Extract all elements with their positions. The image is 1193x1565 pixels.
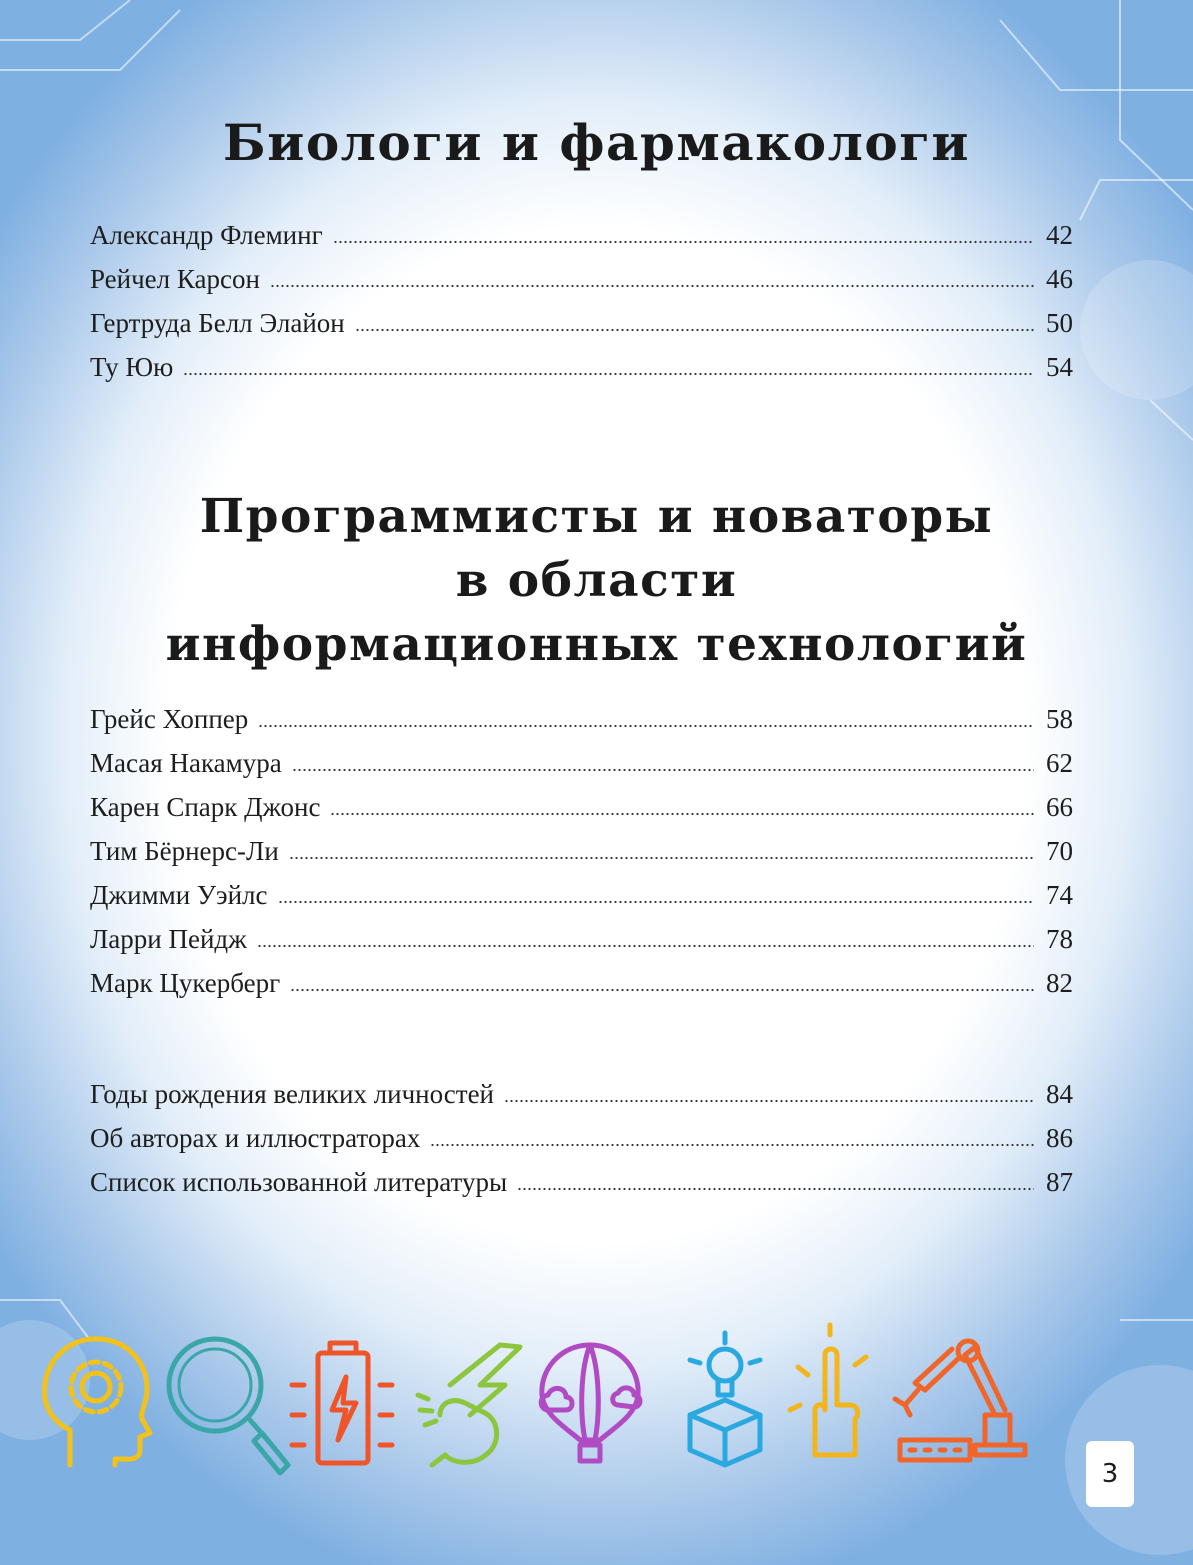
toc-entry-name: Джимми Уэйлс bbox=[90, 880, 268, 910]
icon-row bbox=[0, 1315, 1193, 1485]
toc-entry-name: Тим Бёрнерс-Ли bbox=[90, 836, 279, 866]
toc-section-biologists bbox=[90, 220, 1073, 396]
leader-dots bbox=[289, 856, 1034, 860]
toc-entry-page: 62 bbox=[1046, 748, 1073, 778]
head-gear-icon bbox=[44, 1339, 150, 1465]
leader-dots bbox=[258, 724, 1034, 728]
toc-entry-page: 74 bbox=[1046, 880, 1073, 910]
toc-entry-page: 78 bbox=[1046, 924, 1073, 954]
toc-entry[interactable] bbox=[90, 836, 1073, 880]
toc-entry-name: Александр Флеминг bbox=[90, 220, 323, 250]
toc-entry-page: 58 bbox=[1046, 704, 1073, 734]
toc-entry-page: 70 bbox=[1046, 836, 1073, 866]
toc-entry-page: 87 bbox=[1046, 1167, 1073, 1197]
toc-entry-page: 50 bbox=[1046, 308, 1073, 338]
toc-section-appendix bbox=[90, 1079, 1073, 1211]
toc-entry[interactable] bbox=[90, 1167, 1073, 1211]
toc-entry-name: Марк Цукерберг bbox=[90, 968, 281, 998]
toc-entry-page: 84 bbox=[1046, 1079, 1073, 1109]
toc-entry[interactable] bbox=[90, 748, 1073, 792]
fist-lightning-icon bbox=[418, 1345, 520, 1465]
toc-entry-name: Рейчел Карсон bbox=[90, 264, 260, 294]
leader-dots bbox=[183, 372, 1034, 376]
lightbulb-box-icon bbox=[690, 1333, 760, 1465]
finger-idea-icon bbox=[790, 1325, 866, 1455]
toc-entry[interactable] bbox=[90, 308, 1073, 352]
toc-entry-page: 54 bbox=[1046, 352, 1073, 382]
leader-dots bbox=[257, 944, 1034, 948]
toc-entry-name: Ларри Пейдж bbox=[90, 924, 247, 954]
section-title-biologists: Биологи и фармакологи bbox=[223, 113, 970, 172]
leader-dots bbox=[292, 768, 1034, 772]
toc-entry[interactable] bbox=[90, 880, 1073, 924]
toc-entry[interactable] bbox=[90, 220, 1073, 264]
toc-entry[interactable] bbox=[90, 1123, 1073, 1167]
leader-dots bbox=[430, 1143, 1034, 1147]
toc-section-programmers bbox=[90, 704, 1073, 1012]
leader-dots bbox=[278, 900, 1034, 904]
toc-entry-page: 46 bbox=[1046, 264, 1073, 294]
toc-entry-name: Гертруда Белл Элайон bbox=[90, 308, 345, 338]
toc-entry[interactable] bbox=[90, 264, 1073, 308]
toc-entry-name: Масая Накамура bbox=[90, 748, 282, 778]
toc-entry[interactable] bbox=[90, 352, 1073, 396]
toc-entry-page: 42 bbox=[1046, 220, 1073, 250]
leader-dots bbox=[355, 328, 1034, 332]
leader-dots bbox=[504, 1099, 1034, 1103]
toc-entry-name: Грейс Хоппер bbox=[90, 704, 249, 734]
leader-dots bbox=[270, 284, 1034, 288]
section-title-line: в области bbox=[455, 553, 738, 608]
hot-air-balloon-icon bbox=[541, 1345, 640, 1461]
toc-entry[interactable] bbox=[90, 704, 1073, 748]
leader-dots bbox=[517, 1187, 1034, 1191]
toc-entry-page: 82 bbox=[1046, 968, 1073, 998]
toc-entry-name: Годы рождения великих личностей bbox=[90, 1079, 495, 1109]
robot-arm-icon bbox=[895, 1341, 1025, 1460]
toc-entry-name: Ту Юю bbox=[90, 352, 174, 382]
toc-entry-name: Карен Спарк Джонс bbox=[90, 792, 321, 822]
battery-charge-icon bbox=[292, 1343, 392, 1463]
toc-entry[interactable] bbox=[90, 792, 1073, 836]
section-title-line: Программисты и новаторы bbox=[199, 489, 994, 544]
leader-dots bbox=[290, 988, 1034, 992]
toc-entry-name: Об авторах и иллюстраторах bbox=[90, 1123, 421, 1153]
leader-dots bbox=[333, 240, 1034, 244]
section-title-programmers bbox=[0, 485, 1193, 677]
toc-entry[interactable] bbox=[90, 1079, 1073, 1123]
toc-entry-page: 66 bbox=[1046, 792, 1073, 822]
magnifier-icon bbox=[169, 1339, 288, 1473]
toc-entry[interactable] bbox=[90, 924, 1073, 968]
page-number: 3 bbox=[1086, 1441, 1134, 1507]
section-title-line: информационных технологий bbox=[165, 617, 1028, 672]
toc-entry[interactable] bbox=[90, 968, 1073, 1012]
leader-dots bbox=[330, 812, 1034, 816]
toc-entry-page: 86 bbox=[1046, 1123, 1073, 1153]
toc-entry-name: Список использованной литературы bbox=[90, 1167, 508, 1197]
